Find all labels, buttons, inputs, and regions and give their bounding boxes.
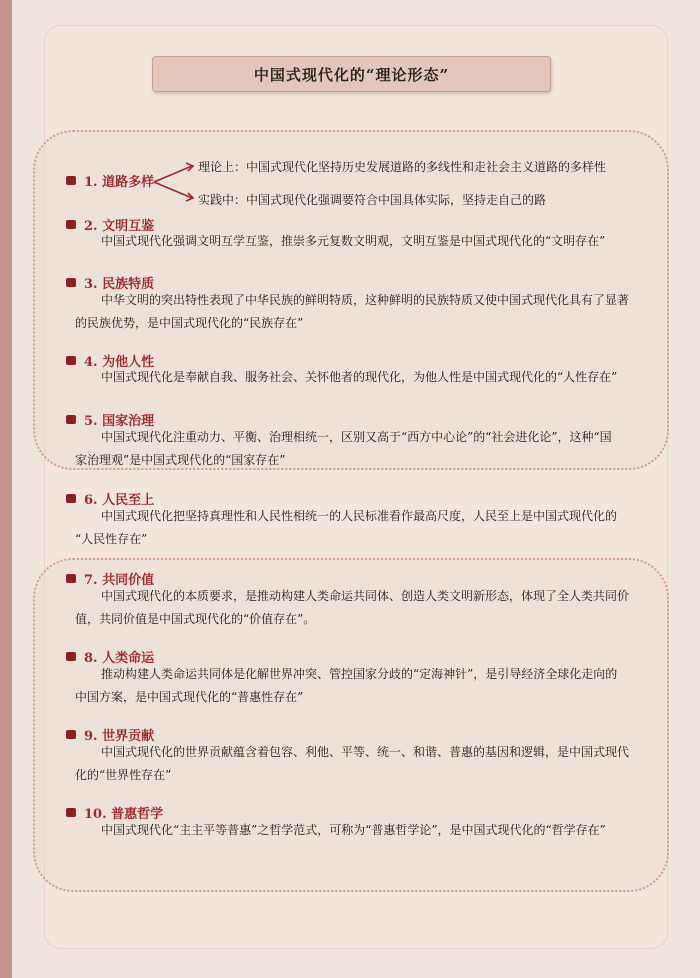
bullet-icon: [66, 356, 76, 365]
bullet-icon: [66, 220, 76, 229]
item-6-line-1: 中国式现代化把坚持真理性和人民性相统一的人民标准看作最高尺度，人民至上是中国式现代化的: [101, 509, 618, 523]
left-decorative-strip: [0, 0, 12, 978]
item-3-line-2: 的民族优势，是中国式现代化的“民族存在”: [75, 316, 304, 330]
item-4-heading-text: 4. 为他人性: [84, 355, 155, 370]
item-2-body: [75, 230, 660, 253]
branch-arrows-icon: [150, 158, 198, 204]
item-2-heading-text: 2. 文明互鉴: [84, 219, 155, 234]
item-6-heading-text: 6. 人民至上: [84, 493, 155, 508]
item-2-line-1: 中国式现代化强调文明互学互鉴，推崇多元复数文明观，文明互鉴是中国式现代化的“文明存在”: [101, 234, 606, 248]
item-4-body: [75, 366, 660, 389]
bullet-icon: [66, 176, 76, 185]
bullet-icon: [66, 494, 76, 503]
item-5-body: [75, 426, 660, 472]
item-7-line-1: 中国式现代化的本质要求，是推动构建人类命运共同体、创造人类文明新形态，体现了全人类共同价: [101, 589, 630, 603]
bullet-icon: [66, 730, 76, 739]
item-5-heading-text: 5. 国家治理: [84, 414, 155, 429]
item-3-heading-text: 3. 民族特质: [84, 277, 155, 292]
bullet-icon: [66, 808, 76, 817]
item-9-body: [75, 741, 660, 787]
item-9-line-2: 化的“世界性存在”: [75, 768, 172, 782]
item-5-line-1: 中国式现代化注重动力、平衡、治理相统一，区别又高于“西方中心论”的“社会进化论”，这种“国: [101, 430, 612, 444]
item-10-body: [75, 819, 660, 842]
page-title: 中国式现代化的“理论形态”: [152, 56, 551, 92]
item-3-body: [75, 289, 660, 335]
item-6-line-2: “人民性存在”: [75, 532, 148, 546]
item-3-line-1: 中华文明的突出特性表现了中华民族的鲜明特质，这种鲜明的民族特质又使中国式现代化具有了显著: [101, 293, 630, 307]
item-10-line-1: 中国式现代化“主主平等普惠”之哲学范式，可称为“普惠哲学论”，是中国式现代化的“哲学存在”: [101, 823, 606, 837]
item-9-heading-text: 9. 世界贡献: [84, 729, 155, 744]
item-7-body: [75, 585, 660, 631]
item-4-line-1: 中国式现代化是奉献自我、服务社会、关怀他者的现代化，为他人性是中国式现代化的“人性存在”: [101, 370, 618, 384]
item-1-heading-text: 1. 道路多样: [84, 175, 155, 190]
bullet-icon: [66, 278, 76, 287]
item-1-heading: [66, 171, 154, 190]
item-10-heading-text: 10. 普惠哲学: [84, 807, 164, 822]
bullet-icon: [66, 574, 76, 583]
item-8-heading-text: 8. 人类命运: [84, 651, 155, 666]
item-5-line-2: 家治理观”是中国式现代化的“国家存在”: [75, 453, 286, 467]
bullet-icon: [66, 652, 76, 661]
item-7-heading-text: 7. 共同价值: [84, 573, 155, 588]
item-7-line-2: 值，共同价值是中国式现代化的“价值存在”。: [75, 612, 316, 626]
item-9-line-1: 中国式现代化的世界贡献蕴含着包容、利他、平等、统一、和谐、普惠的基因和逻辑，是中国式现代: [101, 745, 630, 759]
item-8-line-1: 推动构建人类命运共同体是化解世界冲突、管控国家分歧的“定海神针”，是引导经济全球化走向的: [101, 667, 618, 681]
item-1-branch-theory: 理论上：中国式现代化坚持历史发展道路的多线性和走社会主义道路的多样性: [198, 160, 607, 174]
item-1-branch-practice: 实践中：中国式现代化强调要符合中国具体实际，坚持走自己的路: [198, 193, 547, 207]
item-8-body: [75, 663, 660, 709]
item-8-line-2: 中国方案，是中国式现代化的“普惠性存在”: [75, 690, 304, 704]
bullet-icon: [66, 415, 76, 424]
item-6-body: [75, 505, 660, 551]
